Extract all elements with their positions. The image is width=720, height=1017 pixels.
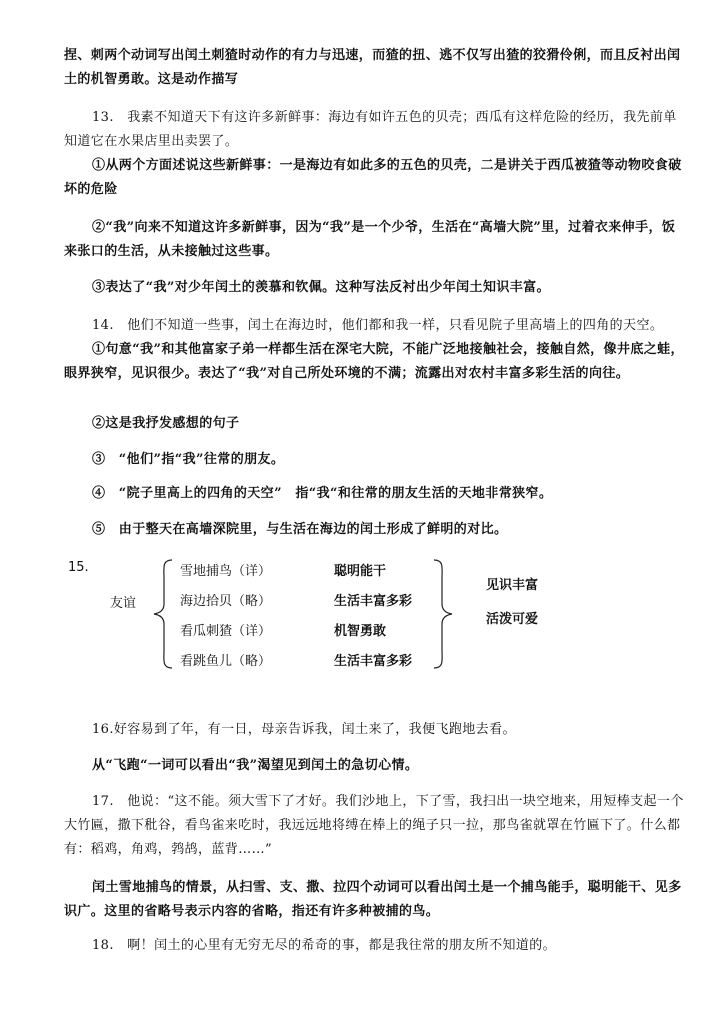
trait-rich-life-1: 生活丰富多彩 (334, 594, 413, 609)
answer-14-3: ③ “他们”指“我”往常的朋友。 (92, 452, 285, 467)
answer-14-2: ②这是我抒发感想的句子 (92, 416, 240, 431)
event-melon-badger: 看瓜刺猹（详） (180, 624, 272, 639)
event-snow-bird: 雪地捕鸟（详） (180, 564, 272, 579)
diagram-root: 友谊 (110, 596, 137, 611)
left-brace-icon (152, 558, 174, 670)
right-brace-icon (432, 558, 454, 670)
answer-13-3: ③表达了“我”对少年闰土的羡慕和钦佩。这种写法反衬出少年闰土知识丰富。 (92, 280, 550, 295)
answer-13-2: ②“我”向来不知道这许多新鲜事，因为“我”是一个少爷，生活在“高墙大院”里，过着衣来伸手，饭来张口的生活，从未接触过这些事。 (64, 220, 676, 259)
question-16: 16.好容易到了年，有一日，母亲告诉我，闰土来了，我便飞跑地去看。 (92, 722, 516, 737)
answer-14-5: ⑤ 由于整天在高墙深院里，与生活在海边的闰土形成了鲜明的对比。 (92, 522, 508, 537)
question-14: 14. 他们不知道一些事，闰土在海边时，他们都和我一样，只看见院子里高墙上的四角的天空。 (92, 318, 664, 333)
summary-knowledgeable: 见识丰富 (486, 578, 539, 593)
question-13: 13. 我素不知道天下有这许多新鲜事：海边有如许五色的贝壳；西瓜有这样危险的经历，我先前单知道它在水果店里出卖罢了。 (64, 110, 677, 149)
trait-brave: 机智勇敢 (334, 624, 387, 639)
summary-lively: 活泼可爱 (486, 612, 539, 627)
answer-14-4: ④ “院子里高上的四角的天空” 指“我“和往常的朋友生活的天地非常狭窄。 (92, 486, 553, 501)
diagram-number: 15. (68, 560, 89, 575)
answer-16: 从“飞跑“一词可以看出“我”渴望见到闰土的急切心情。 (92, 758, 419, 773)
event-jumping-fish: 看跳鱼儿（略） (180, 654, 272, 669)
trait-clever: 聪明能干 (334, 564, 387, 579)
trait-rich-life-2: 生活丰富多彩 (334, 654, 413, 669)
question-17: 17. 他说：“这不能。须大雪下了才好。我们沙地上，下了雪，我扫出一块空地来，用短棒支起一个大竹匾，撒下秕谷，看鸟雀来吃时，我远远地将缚在棒上的绳子只一拉，那鸟雀就罩在竹匾下了。什么都有：稻鸡，角鸡，鹁鸪，蓝背……” (64, 794, 684, 857)
event-beach-shells: 海边拾贝（略） (180, 594, 272, 609)
paragraph-action-description: 捏、刺两个动词写出闰土刺猹时动作的有力与迅速，而猹的扭、逃不仅写出猹的狡猾伶俐，而且反衬出闰土的机智勇敢。这是动作描写 (64, 48, 681, 87)
question-18: 18. 啊！闰土的心里有无穷无尽的希奇的事，都是我往常的朋友所不知道的。 (92, 938, 557, 953)
friendship-diagram (60, 556, 660, 676)
answer-14-1: ①句意“我”和其他富家子弟一样都生活在深宅大院，不能广泛地接触社会，接触自然，像井底之蛙，眼界狭窄，见识很少。表达了“我”对自己所处环境的不满；流露出对农村丰富多彩生活的向往。 (64, 342, 684, 381)
answer-13-1: ①从两个方面述说这些新鲜事：一是海边有如此多的五色的贝壳，二是讲关于西瓜被猹等动物咬食破坏的危险 (64, 158, 682, 197)
answer-17: 闰土雪地捕鸟的情景，从扫雪、支、撒、拉四个动词可以看出闰土是一个捕鸟能手，聪明能干、见多识广。这里的省略号表示内容的省略，指还有许多种被捕的鸟。 (64, 880, 682, 919)
